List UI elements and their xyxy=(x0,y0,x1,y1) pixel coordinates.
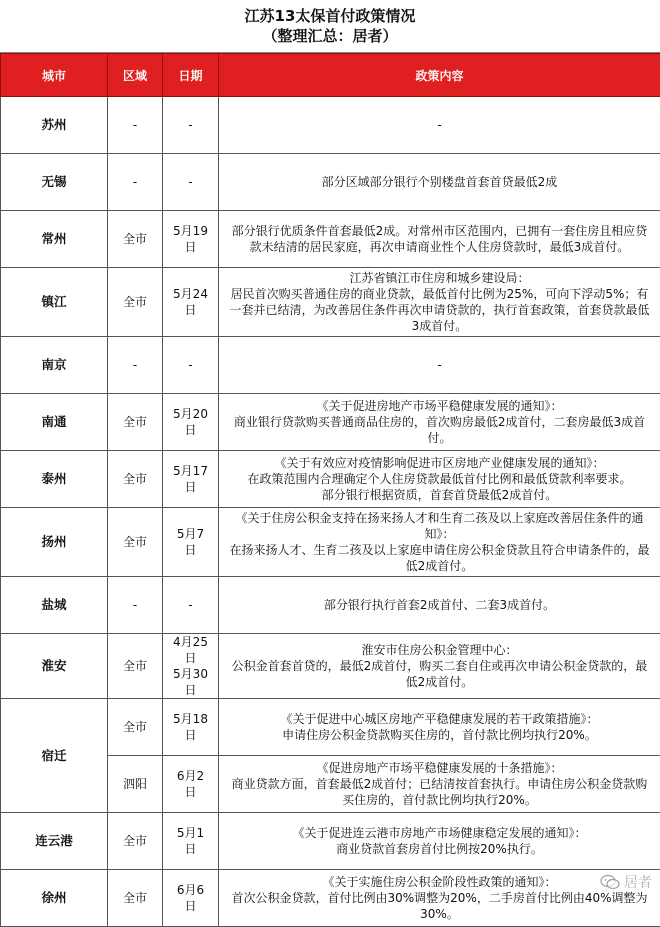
region-cell: 全市 xyxy=(108,699,163,756)
table-row xyxy=(1,813,660,870)
policy-cell xyxy=(219,394,660,451)
policy-line: 《关于有效应对疫情影响促进市区房地产业健康发展的通知》： xyxy=(229,455,650,471)
city-cell: 徐州 xyxy=(1,870,108,927)
policy-line: 《关于促进房地产市场平稳健康发展的通知》： xyxy=(229,398,650,414)
city-cell: 扬州 xyxy=(1,508,108,577)
table-row xyxy=(1,97,660,154)
policy-line: 在政策范围内合理确定个人住房贷款最低首付比例和最低贷款利率要求。 xyxy=(229,471,650,487)
city-cell: 泰州 xyxy=(1,451,108,508)
date-cell xyxy=(163,813,219,870)
policy-line: 部分银行根据资质，首套首贷最低2成首付。 xyxy=(229,487,650,503)
region-cell: 泗阳 xyxy=(108,756,163,813)
date-cell xyxy=(163,634,219,699)
region-cell: 全市 xyxy=(108,394,163,451)
policy-line: 申请住房公积金贷款购买住房的，首付款比例均执行20%。 xyxy=(229,727,650,743)
policy-line: - xyxy=(229,357,650,373)
policy-line: 淮安市住房公积金管理中心： xyxy=(229,642,650,658)
policy-line: 《关于促进中心城区房地产平稳健康发展的若干政策措施》： xyxy=(229,711,650,727)
table-row xyxy=(1,634,660,699)
table-row xyxy=(1,154,660,211)
date-cell xyxy=(163,97,219,154)
policy-line: 江苏省镇江市住房和城乡建设局： xyxy=(229,270,650,286)
city-cell: 盐城 xyxy=(1,577,108,634)
date-text: 5月1日 xyxy=(171,825,210,857)
date-cell xyxy=(163,337,219,394)
city-cell: 无锡 xyxy=(1,154,108,211)
date-text: - xyxy=(171,174,210,190)
city-cell: 淮安 xyxy=(1,634,108,699)
region-cell: - xyxy=(108,337,163,394)
policy-line: 商业银行贷款购买普通商品住房的，首次购房最低2成首付，二套房最低3成首付。 xyxy=(229,414,650,446)
policy-cell xyxy=(219,268,660,337)
policy-cell xyxy=(219,813,660,870)
date-text: 5月30日 xyxy=(171,666,210,698)
date-text: 5月24日 xyxy=(171,286,210,318)
date-text: 5月18日 xyxy=(171,711,210,743)
table-row xyxy=(1,699,660,756)
policy-line: - xyxy=(229,117,650,133)
date-text: - xyxy=(171,357,210,373)
date-text: 6月2日 xyxy=(171,768,210,800)
policy-cell xyxy=(219,154,660,211)
city-cell: 宿迁 xyxy=(1,699,108,813)
region-cell: 全市 xyxy=(108,508,163,577)
date-text: 6月6日 xyxy=(171,882,210,914)
date-cell xyxy=(163,508,219,577)
table-row xyxy=(1,870,660,927)
policy-cell xyxy=(219,756,660,813)
policy-cell xyxy=(219,508,660,577)
table-row xyxy=(1,394,660,451)
date-cell xyxy=(163,211,219,268)
watermark-text: 居者 xyxy=(624,872,652,892)
header-city: 城市 xyxy=(1,54,108,97)
date-cell xyxy=(163,699,219,756)
date-cell xyxy=(163,577,219,634)
table-row xyxy=(1,577,660,634)
table-row xyxy=(1,451,660,508)
table-row xyxy=(1,508,660,577)
watermark xyxy=(600,872,652,892)
policy-cell xyxy=(219,577,660,634)
date-cell xyxy=(163,756,219,813)
policy-cell xyxy=(219,337,660,394)
policy-line: 部分区域部分银行个别楼盘首套首贷最低2成 xyxy=(229,174,650,190)
date-text: 5月20日 xyxy=(171,406,210,438)
header-policy: 政策内容 xyxy=(219,54,660,97)
policy-cell xyxy=(219,699,660,756)
policy-line: 部分银行执行首套2成首付、二套3成首付。 xyxy=(229,597,650,613)
policy-line: 《关于实施住房公积金阶段性政策的通知》： xyxy=(229,874,650,890)
policy-line: 《促进房地产市场平稳健康发展的十条措施》： xyxy=(229,760,650,776)
city-cell: 南京 xyxy=(1,337,108,394)
policy-table xyxy=(0,53,660,927)
date-text: 5月19日 xyxy=(171,223,210,255)
city-cell: 常州 xyxy=(1,211,108,268)
date-cell xyxy=(163,394,219,451)
city-cell: 镇江 xyxy=(1,268,108,337)
date-cell xyxy=(163,268,219,337)
header-region: 区域 xyxy=(108,54,163,97)
city-cell: 南通 xyxy=(1,394,108,451)
region-cell: 全市 xyxy=(108,870,163,927)
policy-cell xyxy=(219,97,660,154)
policy-line: 在扬来扬人才、生育二孩及以上家庭申请住房公积金贷款且符合申请条件的，最低2成首付。 xyxy=(229,542,650,574)
policy-line: 《关于促进连云港市房地产市场健康稳定发展的通知》： xyxy=(229,825,650,841)
region-cell: - xyxy=(108,577,163,634)
policy-cell xyxy=(219,451,660,508)
date-text: - xyxy=(171,117,210,133)
header-date: 日期 xyxy=(163,54,219,97)
date-cell xyxy=(163,451,219,508)
policy-cell xyxy=(219,211,660,268)
region-cell: 全市 xyxy=(108,211,163,268)
policy-line: 《关于住房公积金支持在扬来扬人才和生育二孩及以上家庭改善居住条件的通知》： xyxy=(229,510,650,542)
wechat-icon xyxy=(600,874,620,890)
region-cell: - xyxy=(108,154,163,211)
region-cell: 全市 xyxy=(108,813,163,870)
policy-line: 商业贷款方面，首套最低2成首付；已结清按首套执行。申请住房公积金贷款购买住房的，首付款比例均执行20%。 xyxy=(229,776,650,808)
region-cell: - xyxy=(108,97,163,154)
city-cell: 连云港 xyxy=(1,813,108,870)
page-subtitle: （整理汇总：居者） xyxy=(262,26,397,46)
table-row xyxy=(1,268,660,337)
region-cell: 全市 xyxy=(108,634,163,699)
date-text: 5月7日 xyxy=(171,526,210,558)
date-text: 4月25日 xyxy=(171,634,210,666)
title-block xyxy=(0,0,660,53)
date-text: 5月17日 xyxy=(171,463,210,495)
policy-line: 部分银行优质条件首套最低2成。对常州市区范围内，已拥有一套住房且相应贷款未结清的居民家庭，再次申请商业性个人住房贷款时，最低3成首付。 xyxy=(229,223,650,255)
page-title: 江苏13太保首付政策情况 xyxy=(245,6,416,26)
policy-cell xyxy=(219,634,660,699)
table-row xyxy=(1,211,660,268)
policy-cell xyxy=(219,870,660,927)
region-cell: 全市 xyxy=(108,451,163,508)
table-row xyxy=(1,337,660,394)
date-text: - xyxy=(171,597,210,613)
city-cell: 苏州 xyxy=(1,97,108,154)
region-cell: 全市 xyxy=(108,268,163,337)
date-cell xyxy=(163,154,219,211)
date-cell xyxy=(163,870,219,927)
policy-line: 首次公积金贷款，首付比例由30%调整为20%，二手房首付比例由40%调整为30%。 xyxy=(229,890,650,922)
policy-line: 公积金首套首贷的，最低2成首付，购买二套自住或再次申请公积金贷款的，最低2成首付。 xyxy=(229,658,650,690)
table-header-row xyxy=(1,54,660,97)
policy-line: 居民首次购买普通住房的商业贷款，最低首付比例为25%，可向下浮动5%；有一套并已结清，为改善居住条件再次申请贷款的，执行首套政策，首套贷款最低3成首付。 xyxy=(229,286,650,334)
policy-line: 商业贷款首套房首付比例按20%执行。 xyxy=(229,841,650,857)
